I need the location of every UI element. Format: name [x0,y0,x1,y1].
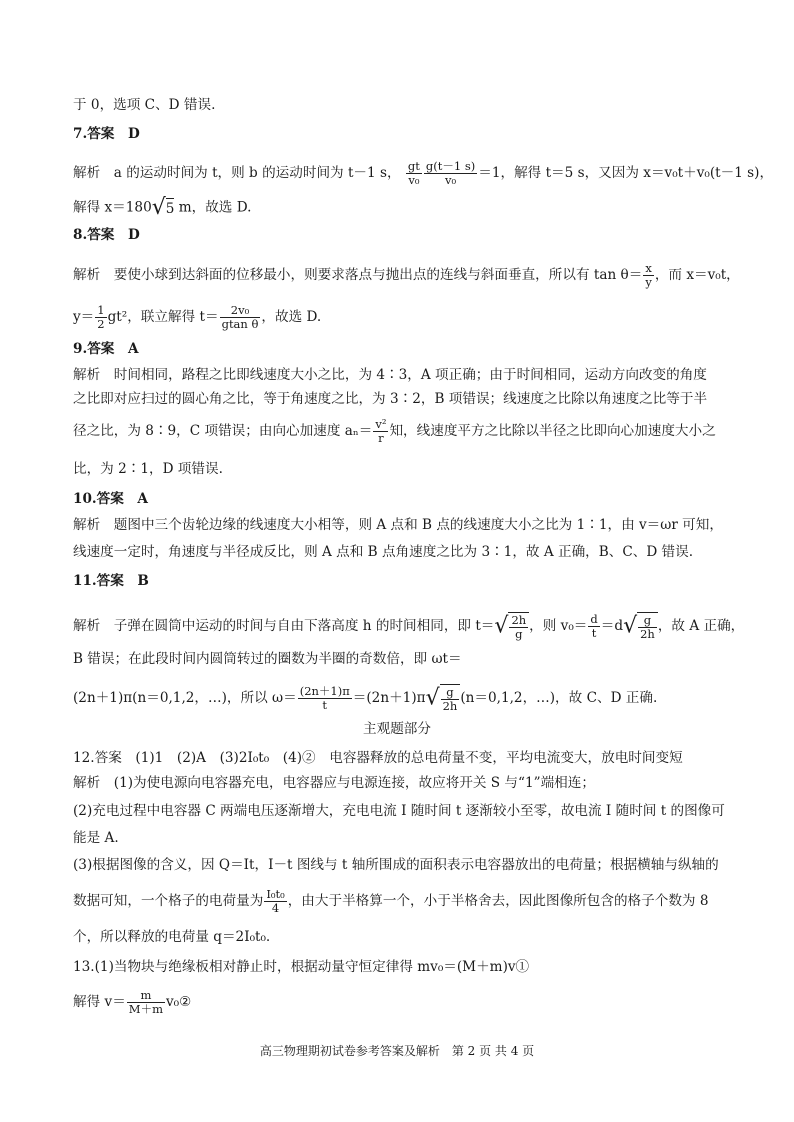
page-footer: 高三物理期初试卷参考答案及解析 第 2 页 共 4 页 [259,1044,535,1058]
text-line: 于 0，选项 C、D 错误. [73,97,216,113]
answer-8: 8.答案 D [73,227,140,243]
analysis-9-line1: 解析 时间相同，路程之比即线速度大小之比，为 4∶3，A 项正确；由于时间相同，运动方向改变的角度 [73,367,707,383]
analysis-12-line4: (3)根据图像的含义，因 Q＝It，I－t 图线与 t 轴所围成的面积表示电容器放出的电荷量；根据横轴与纵轴的 [73,857,719,873]
analysis-8-line1: 解析 要使小球到达斜面的位移最小，则要求落点与抛出点的连线与斜面垂直，所以有 tan θ＝ $\frac{x}{y}$ ，而 x＝v₀t， [73,261,740,289]
analysis-12-line5: 数据可知，一个格子的电荷量为 $\frac{\text{I₀t₀}}{4}$ ，由大于半格算一个，小于半格舍去，因此图像所包含的格子个数为 8 [73,887,709,915]
analysis-7-line2: 解得 x＝180√5 m，故选 D. [73,195,252,220]
answer-11: 11.答案 B [73,573,149,589]
analysis-11-line3: (2n＋1)π(n＝0,1,2，…)，所以 ω＝ $\frac{(2n+1)\pi}{t}$ ＝(2n＋1)π√ $\frac{g}{2h}$ (n＝0,1,2，…)，故 C、D 正确. [73,684,658,713]
analysis-12-line6: 个，所以释放的电荷量 q＝2I₀t₀. [73,929,271,945]
fraction: $\frac{gt}{\text{v₀}}$ [407,159,420,187]
answer-12: 12.答案 (1)1 (2)A (3)2I₀t₀ (4)② 电容器释放的总电荷量不变，平均电流变大，放电时间变短 [73,750,683,766]
analysis-12-line1: 解析 (1)为使电源向电容器充电，电容器应与电源连接，故应将开关 S 与“1”端相连； [73,775,595,791]
analysis-9-line2: 之比即对应扫过的圆心角之比，等于角速度之比，为 3∶2，B 项错误；线速度之比除以角速度之比等于半 [73,391,708,407]
analysis-7-line1: 解析 a 的运动时间为 t，则 b 的运动时间为 t－1 s， $\frac{gt}{\text{v₀}}$ $\frac{g(t-1 s)}{\text{v₀}}$ ＝1，解得 t＝5 s，又因为 x＝v₀t＋v₀(t－1 s)， [73,159,774,187]
analysis-10-line2: 线速度一定时，角速度与半径成反比，则 A 点和 B 点角速度之比为 3∶1，故 A 正确，B、C、D 错误. [73,544,694,560]
answer-9: 9.答案 A [73,341,139,357]
analysis-11-line1: 解析 子弹在圆筒中运动的时间与自由下落高度 h 的时间相同，即 t＝√ $\frac{2h}{g}$ ，则 v₀＝ $\frac{d}{t}$ ＝d√ $\frac{g}{2h}$ ，故 A 正确， [73,612,745,641]
analysis-12-line3: 能是 A. [73,830,119,846]
answer-7: 7.答案 D [73,126,140,142]
analysis-9-line3: 径之比，为 8∶9，C 项错误；由向心加速度 aₙ＝ $\frac{\text{v²}}{r}$ 知，线速度平方之比除以半径之比即向心加速度大小之 [73,417,716,445]
fraction: $\frac{g(t-1 s)}{\text{v₀}}$ [425,159,476,187]
answer-10: 10.答案 A [73,491,148,507]
analysis-9-line4: 比，为 2∶1，D 项错误. [73,461,223,477]
analysis-8-line2: y＝ $\frac{1}{2}$ gt²，联立解得 t＝ $\frac{\text{2v₀}}{\text{gtan θ}}$ ，故选 D. [73,303,322,331]
analysis-12-line2: (2)充电过程中电容器 C 两端电压逐渐增大，充电电流 I 随时间 t 逐渐较小至零，故电流 I 随时间 t 的图像可 [73,803,725,819]
answer-13-line1: 13.(1)当物块与绝缘板相对静止时，根据动量守恒定律得 mv₀＝(M＋m)v① [73,959,530,975]
analysis-11-line2: B 错误；在此段时间内圆筒转过的圈数为半圈的奇数倍，即 ωt＝ [73,651,462,667]
section-heading: 主观题部分 [363,721,431,737]
answer-13-line2: 解得 v＝ $\frac{m}{M+m}$ v₀② [73,988,192,1016]
analysis-10-line1: 解析 题图中三个齿轮边缘的线速度大小相等，则 A 点和 B 点的线速度大小之比为 1∶1，由 v＝ωr 可知， [73,517,723,533]
